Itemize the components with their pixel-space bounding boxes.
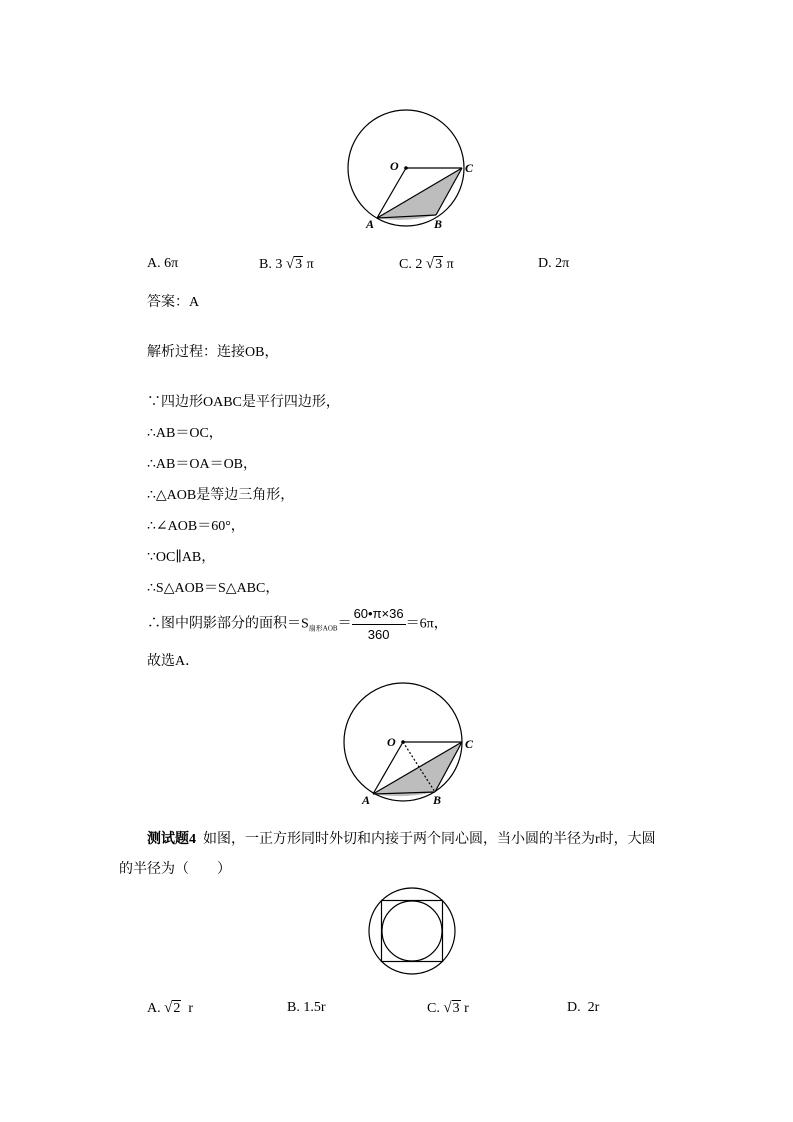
fraction-numerator: 60•π×36 [352, 605, 406, 625]
option-c-prefix: C. [427, 1001, 440, 1016]
equals-sign: ＝ [337, 616, 352, 632]
solution-conclusion: 故选A． [147, 654, 200, 669]
q4-line-1 [147, 828, 656, 848]
option-c-prefix: C. 2 [399, 257, 423, 272]
q4-option-c [427, 1000, 469, 1017]
option-a-prefix: A. [147, 1001, 161, 1016]
q4-text: 如图，一正方形同时外切和内接于两个同心圆，当小圆的半径为r时，大圆 [203, 832, 656, 847]
q4-option-d: D. 2r [567, 1000, 600, 1015]
root-value: 3 [435, 257, 443, 272]
fraction-denominator: 360 [367, 627, 390, 642]
figure-concentric-circles-square [366, 885, 458, 977]
q4-option-a [147, 1000, 193, 1017]
sqrt-symbol: √3 [443, 1000, 460, 1016]
root-value: 3 [452, 1001, 460, 1016]
q4-line-2: 的半径为（ ） [119, 862, 231, 877]
q3-option-c [399, 256, 454, 273]
solution-line-1: ∵四边形OABC是平行四边形， [147, 395, 340, 410]
area-result: ＝6π， [405, 616, 448, 632]
solution-line-5: ∴∠AOB＝60°， [147, 519, 245, 534]
label-c: C [465, 161, 474, 175]
center-point [404, 166, 408, 170]
sqrt-symbol: √3 [285, 256, 303, 272]
answer-line: 答案：A [147, 295, 200, 310]
figure-circle-parallelogram [340, 107, 480, 232]
q3-option-b [259, 256, 314, 273]
label-o: O [390, 159, 399, 173]
label-c: C [465, 737, 474, 751]
inner-circle [382, 901, 442, 961]
label-a: A [362, 793, 371, 807]
label-a: A [366, 217, 375, 231]
root-value: 3 [295, 257, 303, 272]
solution-line-3: ∴AB＝OA＝OB， [147, 457, 258, 472]
area-fraction [352, 605, 406, 644]
center-point [401, 740, 405, 744]
q3-option-a: A. 6π [147, 256, 179, 271]
q3-option-d: D. 2π [538, 256, 570, 271]
option-b-suffix: π [306, 257, 314, 272]
sector-subscript: 扇形AOB [308, 624, 338, 633]
sqrt-symbol: √2 [164, 1000, 181, 1016]
root-value: 2 [173, 1001, 181, 1016]
q4-title: 测试题4 [147, 832, 196, 847]
q4-option-b: B. 1.5r [287, 1000, 326, 1015]
solution-line-6: ∵OC∥AB， [147, 550, 216, 565]
label-b: B [434, 217, 443, 231]
solution-line-7: ∴S△AOB＝S△ABC， [147, 581, 280, 596]
solution-line-8 [147, 605, 448, 644]
solution-line-4: ∴△AOB是等边三角形， [147, 488, 295, 503]
sqrt-symbol: √3 [425, 256, 443, 272]
area-prefix: ∴图中阴影部分的面积＝S [147, 616, 309, 632]
option-b-prefix: B. 3 [259, 257, 283, 272]
option-c-suffix: r [464, 1001, 469, 1016]
option-a-suffix: r [188, 1001, 194, 1016]
label-b: B [433, 793, 442, 807]
solution-line-2: ∴AB＝OC， [147, 426, 223, 441]
option-c-suffix: π [446, 257, 454, 272]
figure-circle-parallelogram-ob [336, 680, 481, 810]
solution-intro: 解析过程：连接OB， [147, 345, 279, 360]
label-o: O [387, 735, 396, 749]
